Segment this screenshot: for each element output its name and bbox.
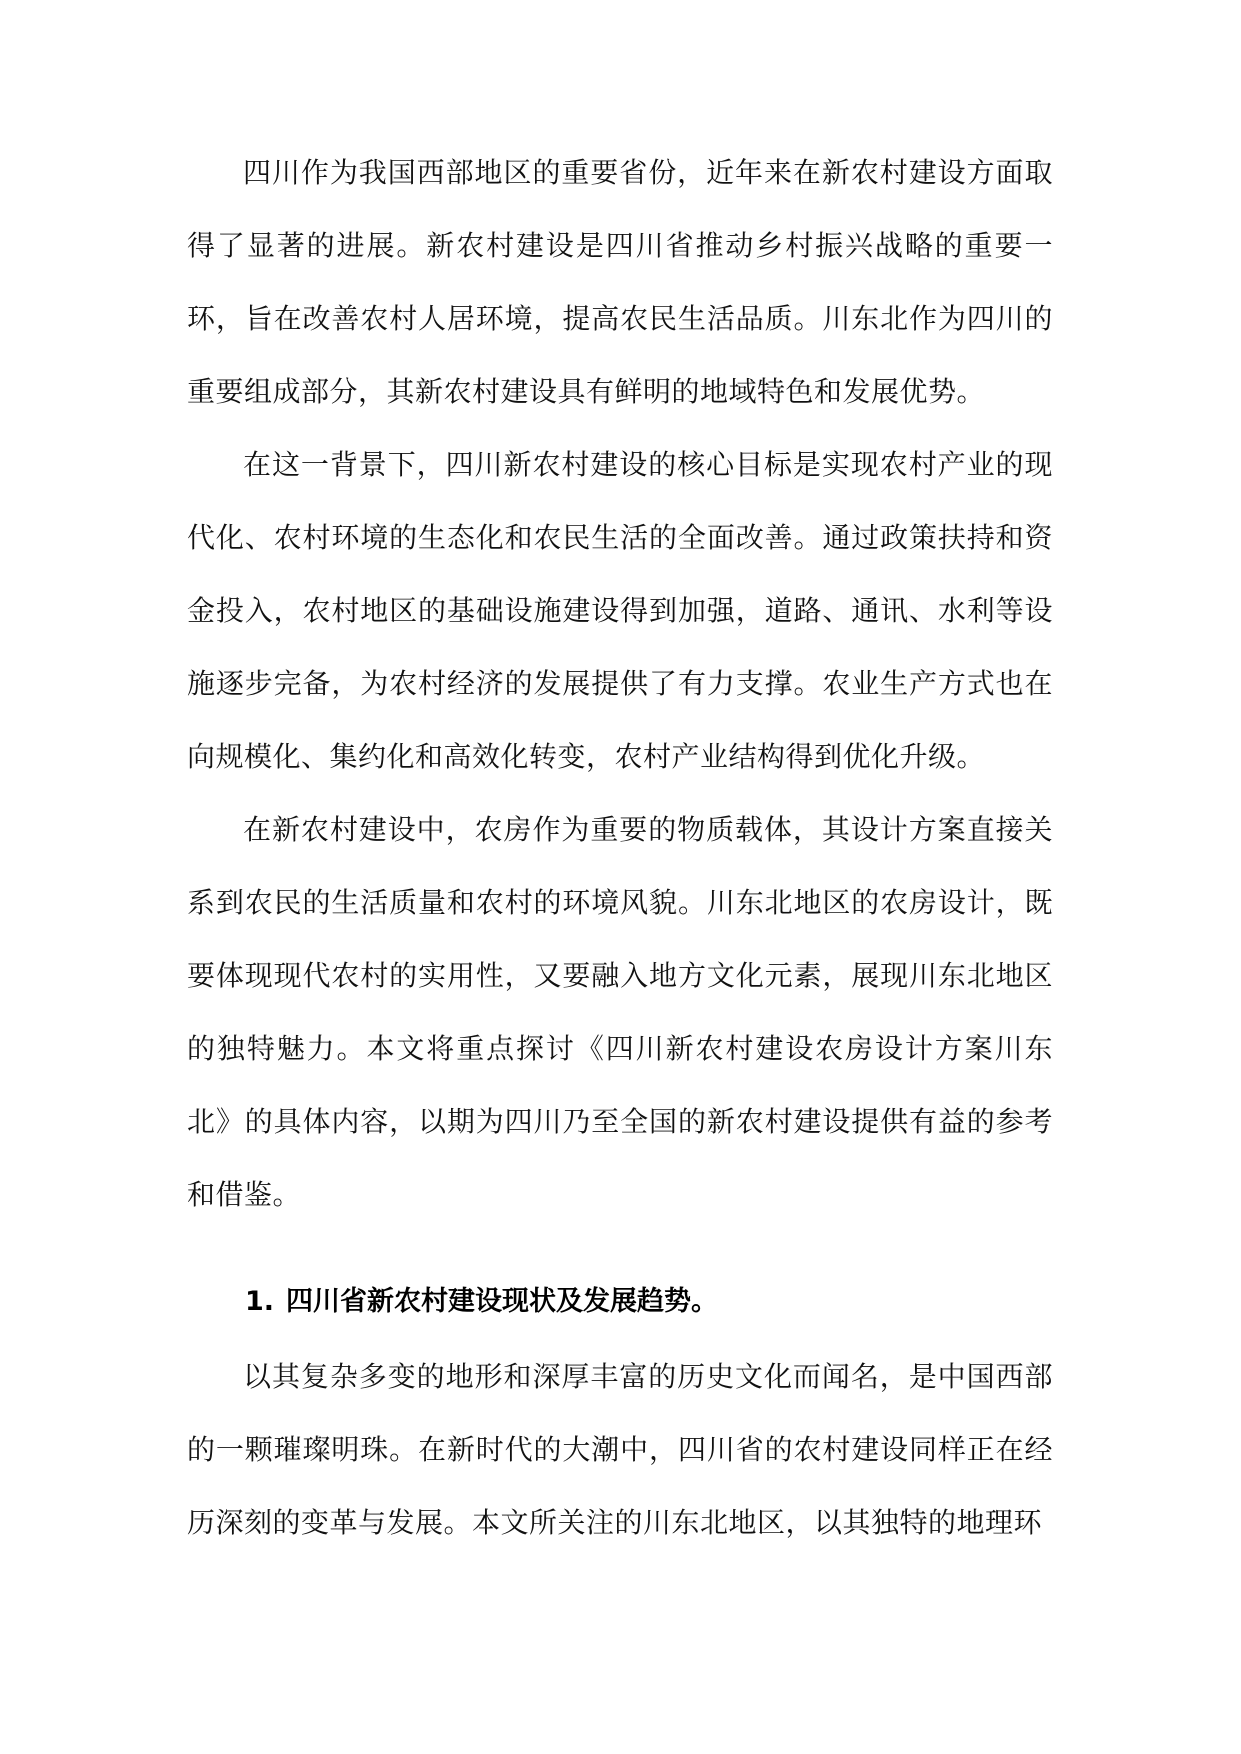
intro-paragraph-1: 四川作为我国西部地区的重要省份，近年来在新农村建设方面取得了显著的进展。新农村建设是四川省推动乡村振兴战略的重要一环，旨在改善农村人居环境，提高农民生活品质。川东北作为四川的重要组成部分，其新农村建设具有鲜明的地域特色和发展优势。 — [187, 156, 1053, 408]
section-paragraph-1: 以其复杂多变的地形和深厚丰富的历史文化而闻名，是中国西部的一颗璀璨明珠。在新时代的大潮中，四川省的农村建设同样正在经历深刻的变革与发展。本文所关注的川东北地区，以其独特的地理环 — [187, 1360, 1053, 1539]
section-number: 1. — [245, 1286, 275, 1317]
document-body — [187, 136, 1053, 1559]
section-title: 四川省新农村建设现状及发展趋势。 — [286, 1286, 719, 1317]
section-heading — [187, 1264, 1053, 1340]
intro-paragraph-3: 在新农村建设中，农房作为重要的物质载体，其设计方案直接关系到农民的生活质量和农村的环境风貌。川东北地区的农房设计，既要体现现代农村的实用性，又要融入地方文化元素，展现川东北地区的独特魅力。本文将重点探讨《四川新农村建设农房设计方案川东北》的具体内容，以期为四川乃至全国的新农村建设提供有益的参考和借鉴。 — [187, 813, 1053, 1211]
intro-paragraph-2: 在这一背景下，四川新农村建设的核心目标是实现农村产业的现代化、农村环境的生态化和农民生活的全面改善。通过政策扶持和资金投入，农村地区的基础设施建设得到加强，道路、通讯、水利等设施逐步完备，为农村经济的发展提供了有力支撑。农业生产方式也在向规模化、集约化和高效化转变，农村产业结构得到优化升级。 — [187, 448, 1053, 773]
